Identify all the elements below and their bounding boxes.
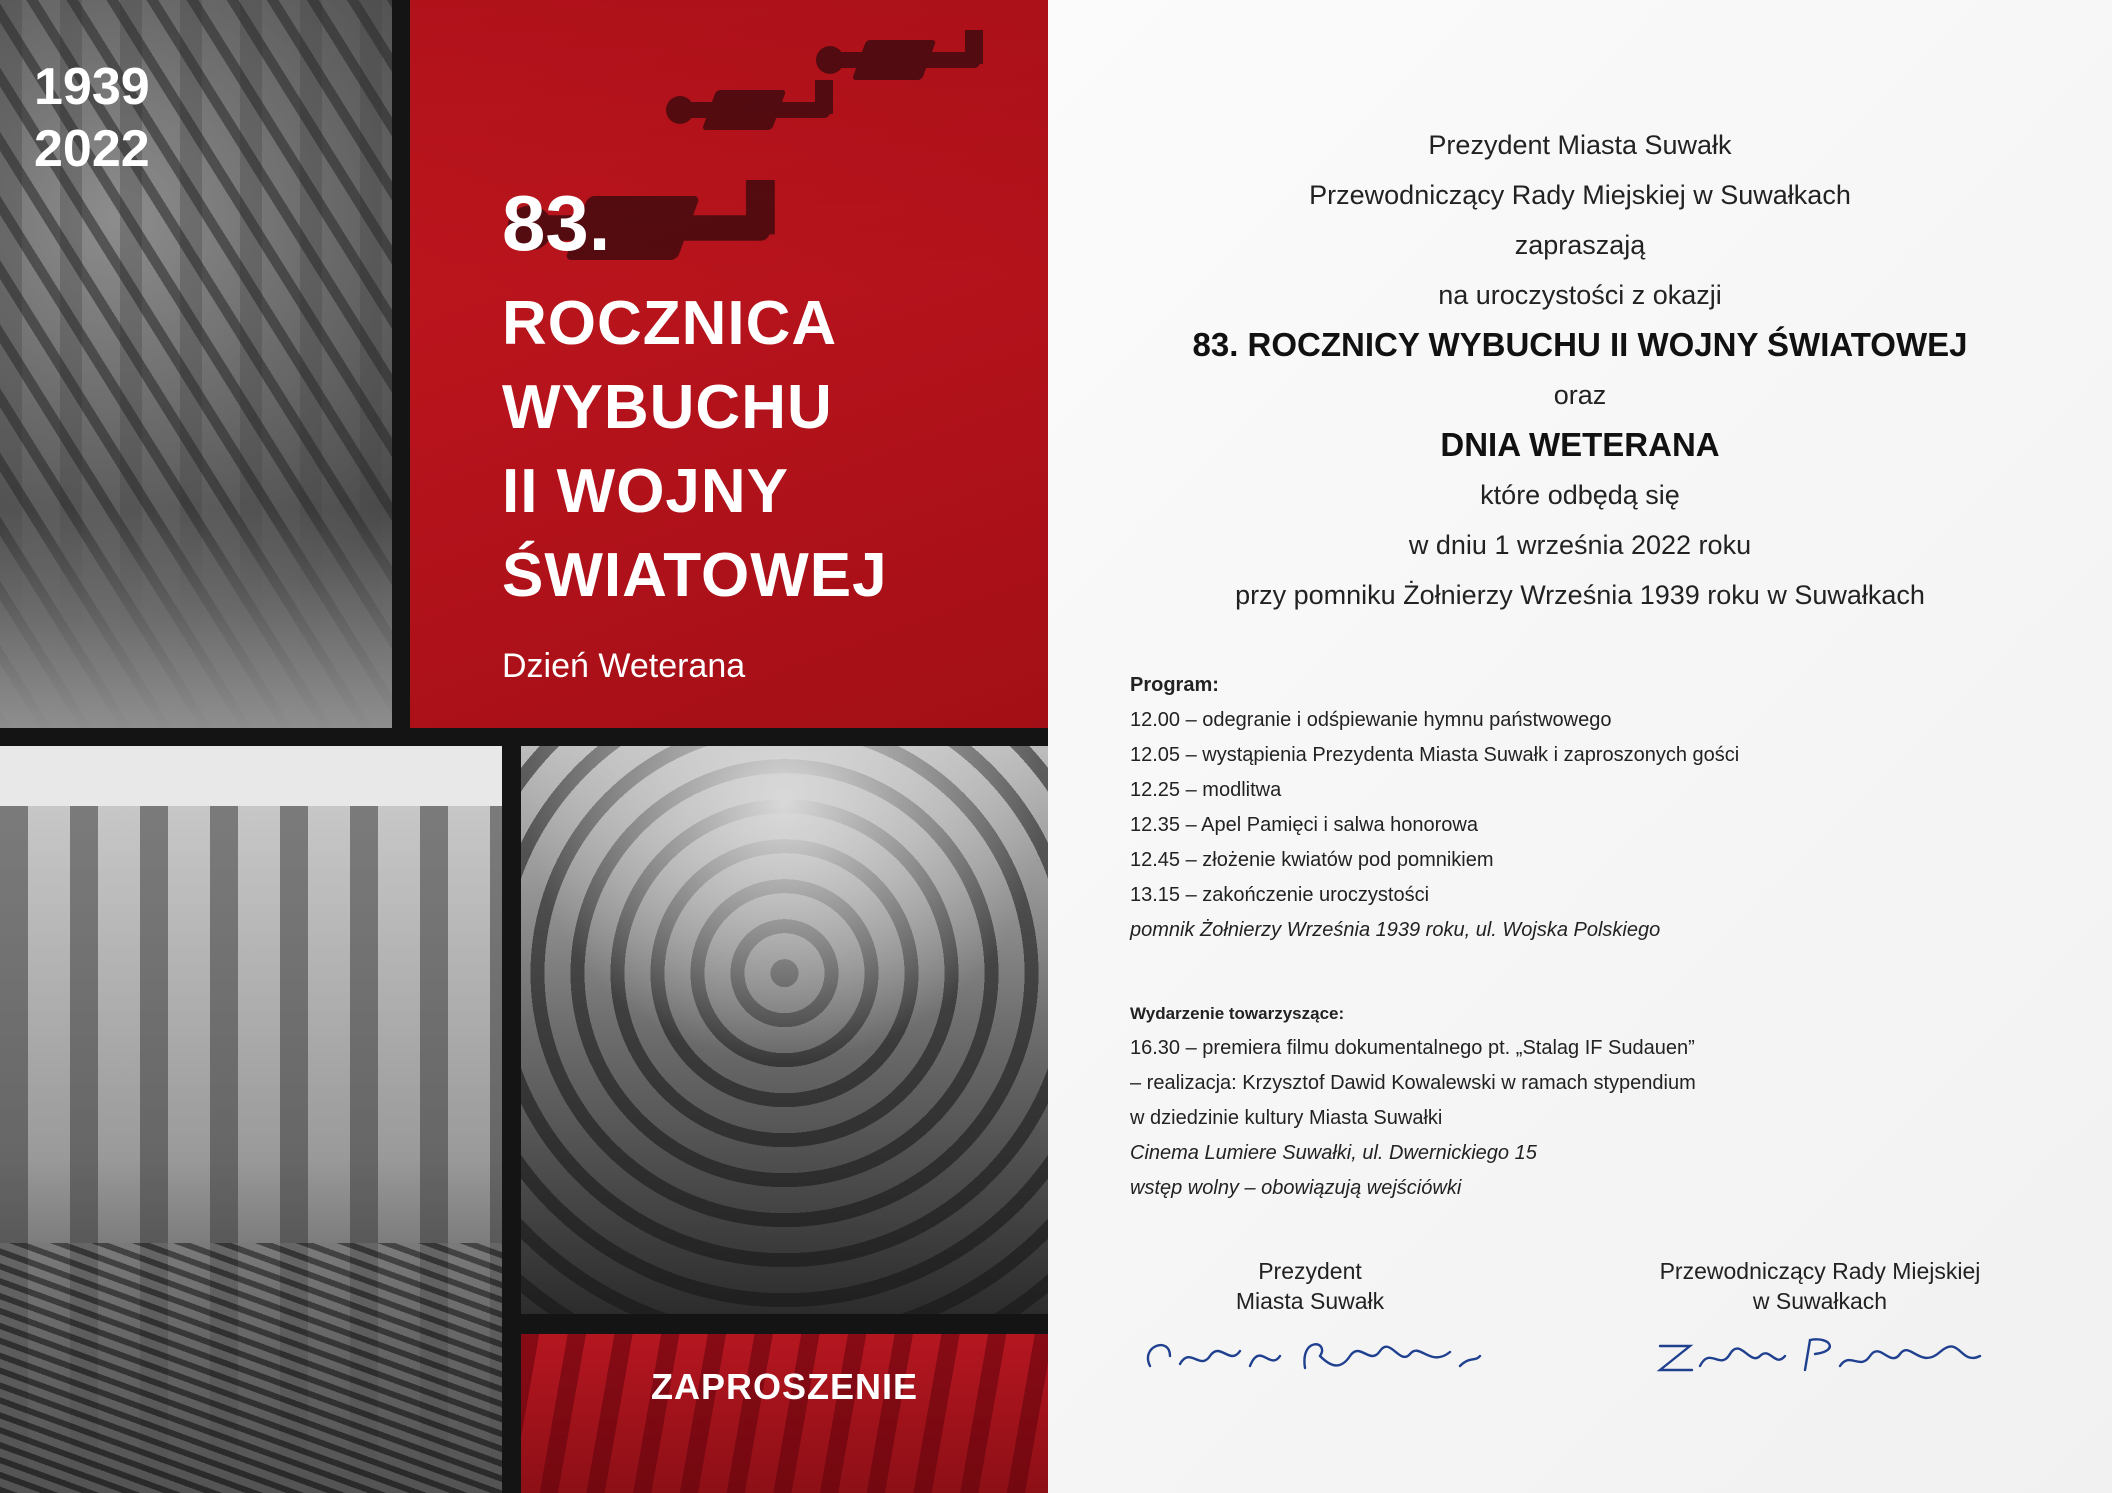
years-label [34,56,150,180]
event-date: w dniu 1 września 2022 roku [1408,530,1752,560]
ruined-building-photo [0,746,502,1493]
invitation-label: ZAPROSZENIE [650,1366,919,1407]
event-intro: które odbędą się [1480,480,1680,510]
side-event-line: w dziedzinie kultury Miasta Suwałki [1130,1107,1443,1129]
program-item: 12.00 – odegranie i odśpiewanie hymnu państwowego [1130,709,1612,731]
title-line-2: WYBUCHU [502,373,833,442]
signature-block-mayor [1120,1256,1500,1386]
title-line-3: II WOJNY [502,457,790,526]
event-place: przy pomniku Żołnierzy Września 1939 roku w Suwałkach [1235,580,1925,610]
side-event-section [1130,996,2030,1206]
marching-soldiers-photo [0,0,392,728]
year-start: 1939 [34,58,150,116]
side-event-admission: wstęp wolny – obowiązują wejściówki [1130,1177,1462,1199]
invitation-header [1048,120,2112,620]
signatory-title: Przewodniczący Rady Miejskiej [1659,1258,1981,1284]
program-heading: Program: [1130,674,1219,696]
cover-subtitle: Dzień Weterana [502,647,746,685]
handwritten-signature-council-chair [1640,1326,2000,1386]
program-section [1130,668,2030,948]
program-location: pomnik Żołnierzy Września 1939 roku, ul. Wojska Polskiego [1130,919,1661,941]
title-line-4: ŚWIATOWEJ [502,541,888,610]
host-line-2: Przewodniczący Rady Miejskiej w Suwałkach [1309,180,1851,210]
plane-icon [816,30,983,80]
program-item: 12.25 – modlitwa [1130,779,1282,801]
side-event-line: – realizacja: Krzysztof Dawid Kowalewski w ramach stypendium [1130,1072,1696,1094]
signature-block-council-chair [1600,1256,2040,1386]
occasion-veteran-day: DNIA WETERANA [1440,426,1720,463]
signatory-title: w Suwałkach [1752,1288,1888,1314]
side-event-heading: Wydarzenie towarzyszące: [1130,1004,1345,1023]
host-line-1: Prezydent Miasta Suwałk [1428,130,1732,160]
soldiers-column-photo [521,746,1048,1314]
program-item: 12.45 – złożenie kwiatów pod pomnikiem [1130,849,1494,871]
program-item: 12.05 – wystąpienia Prezydenta Miasta Suwałk i zaproszonych gości [1130,744,1740,766]
cover-collage [0,0,1048,1493]
cover-title [502,178,888,686]
occasion-anniversary: 83. ROCZNICY WYBUCHU II WOJNY ŚWIATOWEJ [1192,326,1968,363]
title-line-1: ROCZNICA [502,289,838,358]
invite-verb: zapraszają [1514,230,1646,260]
program-item: 12.35 – Apel Pamięci i salwa honorowa [1130,814,1478,836]
anniversary-number: 83. [502,179,611,267]
red-title-panel [410,0,1048,728]
signatory-title: Miasta Suwałk [1235,1288,1385,1314]
conjunction: oraz [1553,380,1607,410]
side-event-line: 16.30 – premiera filmu dokumentalnego pt. „Stalag IF Sudauen” [1130,1037,1695,1059]
side-event-venue: Cinema Lumiere Suwałki, ul. Dwernickiego 15 [1130,1142,1537,1164]
handwritten-signature-mayor [1130,1326,1490,1386]
invitation-panel [521,1334,1048,1493]
year-end: 2022 [34,120,150,178]
plane-icon [666,80,833,130]
program-item: 13.15 – zakończenie uroczystości [1130,884,1430,906]
invitation-text-panel [1048,0,2112,1493]
occasion-intro: na uroczystości z okazji [1438,280,1722,310]
signatory-title: Prezydent [1258,1258,1362,1284]
